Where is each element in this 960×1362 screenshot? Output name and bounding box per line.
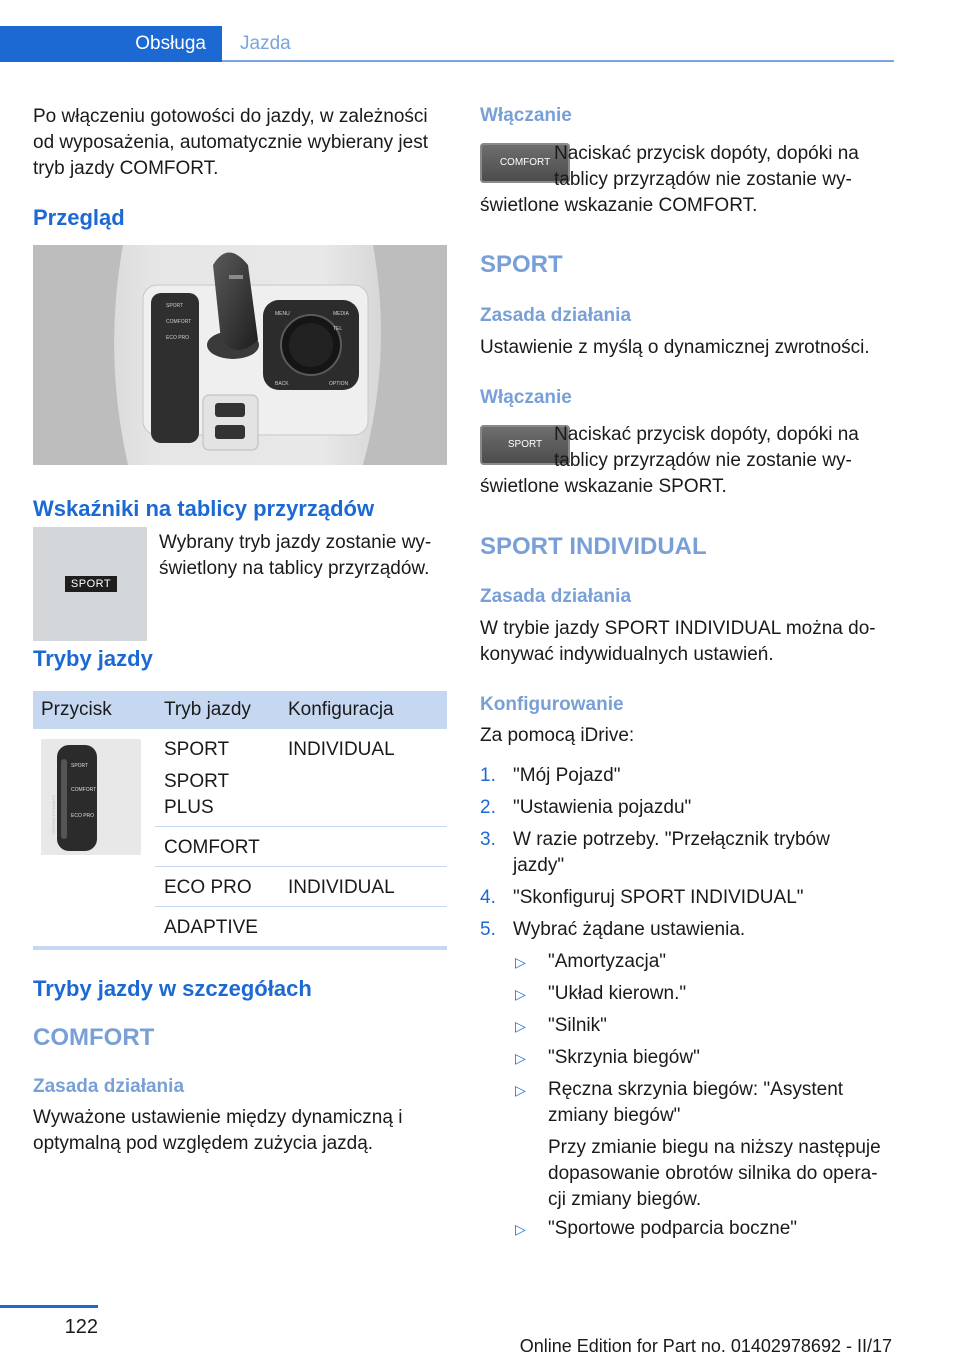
bullet-arrow-icon: ▷ xyxy=(515,986,526,1002)
photo-label-media: MEDIA xyxy=(333,311,349,317)
heading-driving-modes: Tryby jazdy xyxy=(33,646,153,671)
comfort-line: Wyważone ustawienie między dynamiczną i xyxy=(33,1107,403,1128)
sport-individual-line: konywać indywidualnych ustawień. xyxy=(480,644,774,665)
table-row-divider xyxy=(155,866,447,867)
heading-overview: Przegląd xyxy=(33,205,125,230)
photo-label-sport: SPORT xyxy=(166,303,184,309)
photo-label-option: OPTION xyxy=(329,381,349,387)
bullet-arrow-icon: ▷ xyxy=(515,1050,526,1066)
mode-switch-image xyxy=(41,739,141,855)
bullet-arrow-icon: ▷ xyxy=(515,1082,526,1098)
enable-comfort-text xyxy=(554,141,894,193)
table-row-1-config: INDIVIDUAL xyxy=(288,739,395,760)
intro-line: tryb jazdy COMFORT. xyxy=(33,158,219,179)
enable-comfort-line: świetlone wskazanie COMFORT. xyxy=(480,195,758,216)
bullet-arrow-icon: ▷ xyxy=(515,1221,526,1237)
modes-table-header xyxy=(33,691,447,729)
step-text: "Ustawienia pojazdu" xyxy=(513,797,692,818)
table-row-2-mode: COMFORT xyxy=(164,837,260,858)
step-number: 5. xyxy=(480,919,496,940)
bullet-text: "Amortyzacja" xyxy=(548,951,667,972)
heading-comfort: COMFORT xyxy=(33,1024,155,1051)
heading-indicators: Wskaźniki na tablicy przyrządów xyxy=(33,496,375,521)
step-number: 4. xyxy=(480,887,496,908)
sport-button-label: SPORT xyxy=(507,439,543,450)
col-header-button: Przycisk xyxy=(41,699,112,720)
switch-label-eco-pro: ECO PRO xyxy=(71,813,95,819)
table-row-4-mode: ADAPTIVE xyxy=(164,917,258,938)
subheading-configure: Konfigurowanie xyxy=(480,694,624,715)
sport-principle-text: Ustawienie z myślą o dynamicznej zwrotności. xyxy=(480,337,870,358)
indicators-line: Wybrany tryb jazdy zostanie wy- xyxy=(159,532,432,553)
header-rule xyxy=(222,60,894,62)
indicators-line: świetlony na tablicy przyrządów. xyxy=(159,558,430,579)
col-header-config: Konfiguracja xyxy=(288,699,394,720)
step-number: 1. xyxy=(480,765,496,786)
tab-obsluga[interactable]: Obsługa xyxy=(0,26,222,62)
mode-sport-plus-line2: PLUS xyxy=(164,797,214,818)
edition-footer: Online Edition for Part no. 01402978692 - II/17 xyxy=(519,1336,892,1356)
enable-sport-text xyxy=(554,422,894,474)
sport-individual-text xyxy=(480,616,900,668)
enable-sport-line: Naciskać przycisk dopóty, dopóki na xyxy=(554,424,859,445)
indicators-text xyxy=(159,530,459,582)
table-row-3-config: INDIVIDUAL xyxy=(288,877,395,898)
bullet-text xyxy=(548,1077,898,1213)
intro-line: od wyposażenia, automatycznie wybierany jest xyxy=(33,132,428,153)
photo-label-back: BACK xyxy=(275,381,289,387)
indicator-display-image xyxy=(33,527,147,641)
table-row-1-mode xyxy=(164,737,229,821)
step-text-line: jazdy" xyxy=(513,855,565,876)
step-text: "Mój Pojazd" xyxy=(513,765,621,786)
switch-label-comfort: COMFORT xyxy=(71,787,97,793)
bullet-text: "Układ kierown." xyxy=(548,983,687,1004)
comfort-description xyxy=(33,1105,453,1157)
step-number: 3. xyxy=(480,829,496,850)
bullet-note-line: Przy zmianie biegu na niższy następuje xyxy=(548,1137,881,1158)
photo-label-menu: MENU xyxy=(275,311,290,317)
subheading-principle: Zasada działania xyxy=(480,586,632,607)
enable-sport-line: świetlone wskazanie SPORT. xyxy=(480,476,727,497)
bullet-text-line: Ręczna skrzynia biegów: "Asystent xyxy=(548,1079,844,1100)
center-console-photo xyxy=(33,245,447,465)
switch-label-sport: SPORT xyxy=(71,763,89,769)
bullet-note-line: dopasowanie obrotów silnika do opera- xyxy=(548,1163,878,1184)
heading-sport-individual: SPORT INDIVIDUAL xyxy=(480,533,707,560)
bullet-text: "Silnik" xyxy=(548,1015,607,1036)
step-text-line: W razie potrzeby. "Przełącznik trybów xyxy=(513,829,830,850)
col-header-mode: Tryb jazdy xyxy=(164,699,251,720)
heading-modes-details: Tryby jazdy w szczegółach xyxy=(33,976,312,1001)
step-text: "Skonfiguruj SPORT INDIVIDUAL" xyxy=(513,887,804,908)
comfort-line: optymalną pod względem zużycia jazdą. xyxy=(33,1133,374,1154)
bullet-text: "Skrzynia biegów" xyxy=(548,1047,700,1068)
subheading-enable-sport: Włączanie xyxy=(480,387,572,408)
subheading-enable-comfort: Włączanie xyxy=(480,105,572,126)
photo-label-comfort: COMFORT xyxy=(166,319,192,325)
table-row-divider xyxy=(155,906,447,907)
mode-sport: SPORT xyxy=(164,739,230,760)
bullet-note-line: cji zmiany biegów. xyxy=(548,1189,702,1210)
bullet-arrow-icon: ▷ xyxy=(515,954,526,970)
enable-comfort-line: tablicy przyrządów nie zostanie wy- xyxy=(554,169,852,190)
step-text xyxy=(513,827,893,879)
sport-individual-line: W trybie jazdy SPORT INDIVIDUAL można do- xyxy=(480,618,876,639)
mode-sport-plus-line1: SPORT xyxy=(164,771,230,792)
configure-intro: Za pomocą iDrive: xyxy=(480,725,635,746)
enable-comfort-line: Naciskać przycisk dopóty, dopóki na xyxy=(554,143,859,164)
subheading-principle: Zasada działania xyxy=(480,305,632,326)
heading-sport: SPORT xyxy=(480,251,563,278)
photo-label-eco-pro: ECO PRO xyxy=(166,335,190,341)
footer-rule xyxy=(0,1305,98,1308)
bullet-text: "Sportowe podparcia boczne" xyxy=(548,1218,798,1239)
enable-sport-line: tablicy przyrządów nie zostanie wy- xyxy=(554,450,852,471)
indicator-sport-badge: SPORT xyxy=(65,576,117,592)
bullet-text-line: zmiany biegów" xyxy=(548,1105,681,1126)
table-row-3-mode: ECO PRO xyxy=(164,877,252,898)
tab-jazda[interactable]: Jazda xyxy=(240,33,291,54)
intro-line: Po włączeniu gotowości do jazdy, w zależności xyxy=(33,106,428,127)
table-bottom-rule xyxy=(33,946,447,950)
bullet-arrow-icon: ▷ xyxy=(515,1018,526,1034)
intro-paragraph xyxy=(33,104,453,182)
table-row-divider xyxy=(155,826,447,827)
comfort-button-label: COMFORT xyxy=(499,157,551,168)
page-number: 122 xyxy=(64,1316,98,1338)
step-text: Wybrać żądane ustawienia. xyxy=(513,919,746,940)
step-number: 2. xyxy=(480,797,496,818)
subheading-principle: Zasada działania xyxy=(33,1076,185,1097)
photo-label-tel: TEL xyxy=(333,326,343,332)
switch-label-driving-dynamics: DRIVING DYNAMICS xyxy=(51,795,56,834)
